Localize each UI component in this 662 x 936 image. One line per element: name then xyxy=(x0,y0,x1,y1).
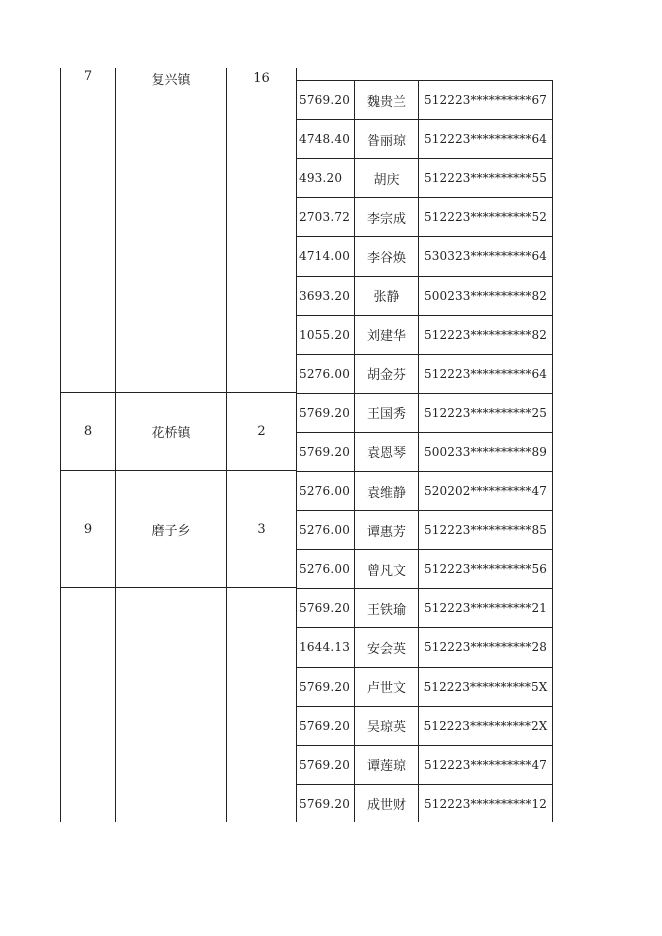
name-cell: 魏贵兰 xyxy=(366,94,406,110)
id-number-cell: 520202**********47 xyxy=(424,484,547,499)
group-town: 花桥镇 xyxy=(151,426,191,441)
id-number-cell: 512223**********85 xyxy=(424,523,547,538)
id-number-cell: 512223**********12 xyxy=(424,796,547,811)
amount-cell: 5769.20 xyxy=(299,718,351,733)
id-number-cell: 512223**********28 xyxy=(424,640,547,655)
group-index: 8 xyxy=(83,424,93,439)
group-separator xyxy=(60,587,296,588)
name-cell: 李宗成 xyxy=(366,211,406,227)
amount-cell: 2703.72 xyxy=(299,210,351,225)
group-index: 9 xyxy=(83,521,93,537)
amount-cell: 5769.20 xyxy=(299,679,351,694)
name-cell: 成世财 xyxy=(366,798,406,814)
group-index-text: 7 xyxy=(83,69,93,80)
amount-cell: 1644.13 xyxy=(299,640,351,655)
amount-cell: 5769.20 xyxy=(299,405,351,420)
id-number-cell: 512223**********64 xyxy=(424,366,547,381)
name-cell: 胡庆 xyxy=(373,172,400,188)
name-cell: 王国秀 xyxy=(366,407,406,423)
name-cell: 王铁瑜 xyxy=(366,602,406,618)
name-cell: 安会英 xyxy=(366,641,406,657)
amount-cell: 5769.20 xyxy=(299,796,351,811)
right-border xyxy=(552,80,553,822)
id-number-cell: 512223**********47 xyxy=(424,757,547,772)
amount-cell: 493.20 xyxy=(299,171,343,186)
id-number-cell: 512223**********67 xyxy=(424,93,547,108)
name-cell: 曾凡文 xyxy=(366,563,406,579)
amount-cell: 5769.20 xyxy=(299,444,351,459)
id-number-cell: 512223**********64 xyxy=(424,132,547,147)
group-count xyxy=(227,68,296,84)
id-number-cell: 512223**********5X xyxy=(423,679,548,694)
group-index xyxy=(61,68,115,80)
name-cell: 袁维静 xyxy=(366,485,406,501)
group-town: 磨子乡 xyxy=(151,523,191,539)
id-number-cell: 512223**********56 xyxy=(424,562,547,577)
amount-cell: 5276.00 xyxy=(299,562,351,577)
group-count: 2 xyxy=(257,424,266,439)
id-number-cell: 500233**********89 xyxy=(424,444,547,459)
id-number-cell: 512223**********52 xyxy=(424,210,547,225)
name-cell: 谭莲琼 xyxy=(366,759,406,775)
id-number-cell: 512223**********82 xyxy=(424,327,547,342)
amount-cell: 3693.20 xyxy=(299,288,351,303)
id-number-cell: 512223**********55 xyxy=(424,171,547,186)
group-count-text: 16 xyxy=(253,71,270,84)
name-cell: 张静 xyxy=(373,290,400,306)
id-number-cell: 500233**********82 xyxy=(424,288,547,303)
id-number-cell: 530323**********64 xyxy=(424,249,547,264)
group-count: 3 xyxy=(257,521,266,537)
amount-cell: 5276.00 xyxy=(299,366,351,381)
name-cell: 昝丽琼 xyxy=(366,133,406,149)
name-cell: 袁恩琴 xyxy=(366,446,406,462)
name-cell: 李谷焕 xyxy=(366,250,406,266)
id-number-cell: 512223**********21 xyxy=(424,601,547,616)
name-cell: 卢世文 xyxy=(366,681,406,697)
id-number-cell: 512223**********25 xyxy=(424,405,547,420)
id-number-cell: 512223**********2X xyxy=(423,718,548,733)
amount-cell: 5276.00 xyxy=(299,484,351,499)
group-town-text: 复兴镇 xyxy=(151,73,191,86)
amount-cell: 4748.40 xyxy=(299,132,351,147)
name-cell: 刘建华 xyxy=(366,329,406,345)
amount-cell: 4714.00 xyxy=(299,249,351,264)
amount-cell: 5769.20 xyxy=(299,757,351,772)
group-town xyxy=(116,68,226,86)
amount-cell: 1055.20 xyxy=(299,327,351,342)
amount-cell: 5769.20 xyxy=(299,601,351,616)
name-cell: 胡金芬 xyxy=(366,368,406,384)
name-cell: 吴琼英 xyxy=(366,720,406,736)
amount-cell: 5769.20 xyxy=(299,93,351,108)
amount-cell: 5276.00 xyxy=(299,523,351,538)
name-cell: 谭惠芳 xyxy=(366,524,406,540)
